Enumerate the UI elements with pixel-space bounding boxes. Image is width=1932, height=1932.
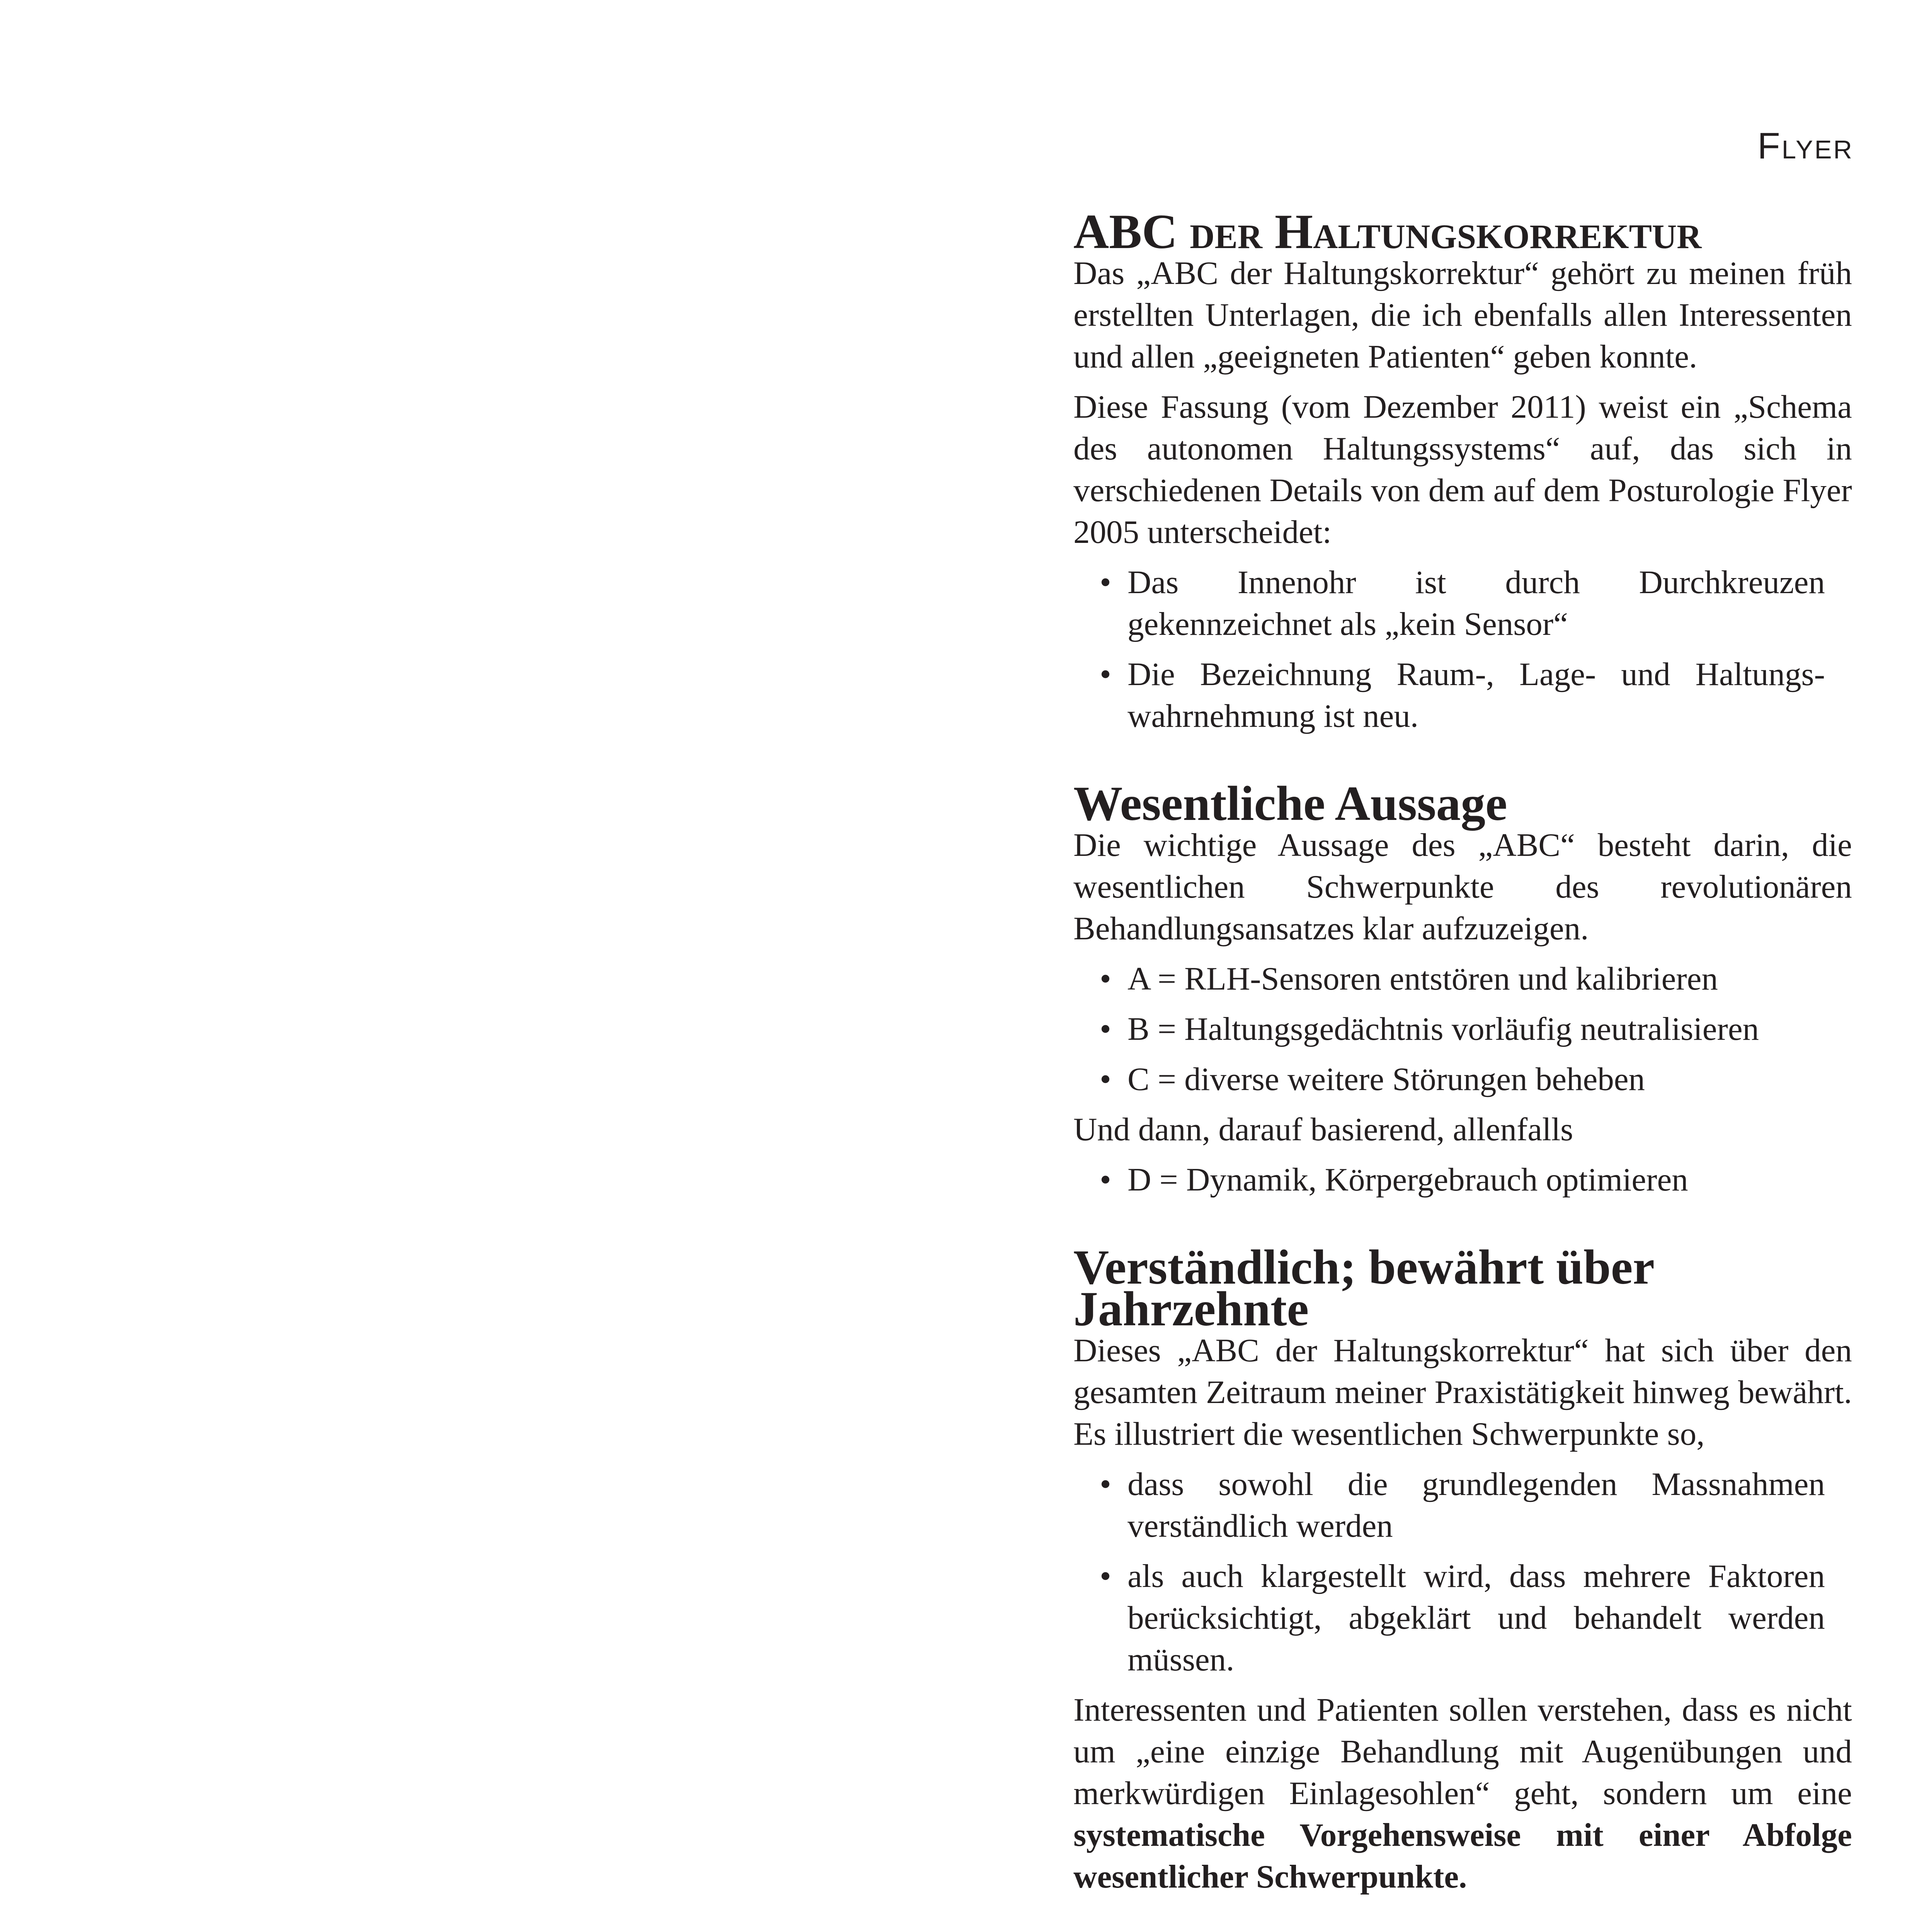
list-item (1073, 1159, 1852, 1201)
bullet-icon: • (1100, 1466, 1111, 1502)
section-verstaendlich (1073, 1240, 1852, 1898)
list-item-text: A = RLH-Sensoren entstören und kalibrieren (1128, 961, 1718, 997)
bullet-icon: • (1100, 1162, 1111, 1198)
paragraph (1073, 1689, 1852, 1898)
section-abc (1073, 204, 1852, 737)
emphasized-text: systematische Vorgehensweise mit einer Abfolge wesentlicher Schwerpunkte. (1073, 1817, 1852, 1895)
list-item-text: B = Haltungsgedächtnis vorläufig neutralisieren (1128, 1011, 1759, 1047)
paragraph: Die wichtige Aussage des „ABC“ besteht darin, die wesentlichen Schwerpunkte des revolutionären Behandlungsansatzes klar aufzuzeigen. (1073, 827, 1852, 947)
list-item-text: Das Innenohr ist durch Durchkreuzen gekennzeichnet als „kein Sensor“ (1128, 564, 1825, 642)
list-item (1073, 1463, 1852, 1547)
section-heading: Wesentliche Aussage (1073, 776, 1507, 831)
list-item-text: dass sowohl die grundlegenden Massnahmen verständlich werden (1128, 1466, 1825, 1544)
section-heading: ABC der Haltungskorrektur (1073, 204, 1702, 259)
bullet-icon: • (1100, 1061, 1111, 1097)
bullet-icon: • (1100, 656, 1111, 692)
section-wesentliche-aussage (1073, 776, 1852, 1201)
list-item (1073, 1058, 1852, 1100)
text-column (1073, 204, 1852, 1906)
bullet-icon: • (1100, 1011, 1111, 1047)
running-head: Flyer (1757, 125, 1854, 167)
paragraph: Diese Fassung (vom Dezember 2011) weist ein „Schema des autonomen Haltungssystems“ auf, das sich in verschiedenen Details von dem auf dem Posturologie Flyer 2005 unterscheidet: (1073, 389, 1852, 550)
bullet-icon: • (1100, 961, 1111, 997)
list-item (1073, 1555, 1852, 1680)
list-item (1073, 561, 1852, 645)
list-item-text: D = Dynamik, Körpergebrauch optimieren (1128, 1162, 1688, 1198)
list-item (1073, 1008, 1852, 1050)
bullet-list (1073, 1159, 1852, 1201)
bullet-icon: • (1100, 1558, 1111, 1594)
section-heading: Verständlich; bewährt über Jahrzehnte (1073, 1240, 1654, 1336)
list-item-text: Die Bezeichnung Raum-, Lage- und Haltungs-wahrnehmung ist neu. (1128, 656, 1825, 734)
bullet-list (1073, 561, 1852, 737)
list-item-text: C = diverse weitere Störungen beheben (1128, 1061, 1645, 1097)
paragraph: Dieses „ABC der Haltungskorrektur“ hat sich über den gesamten Zeitraum meiner Praxistätigkeit hinweg bewährt. Es illustriert die wesentlichen Schwerpunkte so, (1073, 1332, 1852, 1452)
list-item (1073, 653, 1852, 737)
bullet-icon: • (1100, 564, 1111, 600)
paragraph: Das „ABC der Haltungskorrektur“ gehört zu meinen früh erstellten Unterlagen, die ich ebenfalls allen Interessenten und allen „geeigneten Patienten“ geben konnte. (1073, 255, 1852, 375)
bullet-list (1073, 1463, 1852, 1680)
paragraph: Und dann, darauf basierend, allenfalls (1073, 1111, 1573, 1148)
bullet-list (1073, 958, 1852, 1100)
paragraph-text: Interessenten und Patienten sollen verstehen, dass es nicht um „eine einzige Behandlung mit Augenübungen und merkwürdigen Einlagesohlen“ geht, sondern um eine (1073, 1692, 1852, 1811)
list-item-text: als auch klargestellt wird, dass mehrere Faktoren berücksichtigt, abgeklärt und behandelt werden müssen. (1128, 1558, 1825, 1678)
list-item (1073, 958, 1852, 1000)
